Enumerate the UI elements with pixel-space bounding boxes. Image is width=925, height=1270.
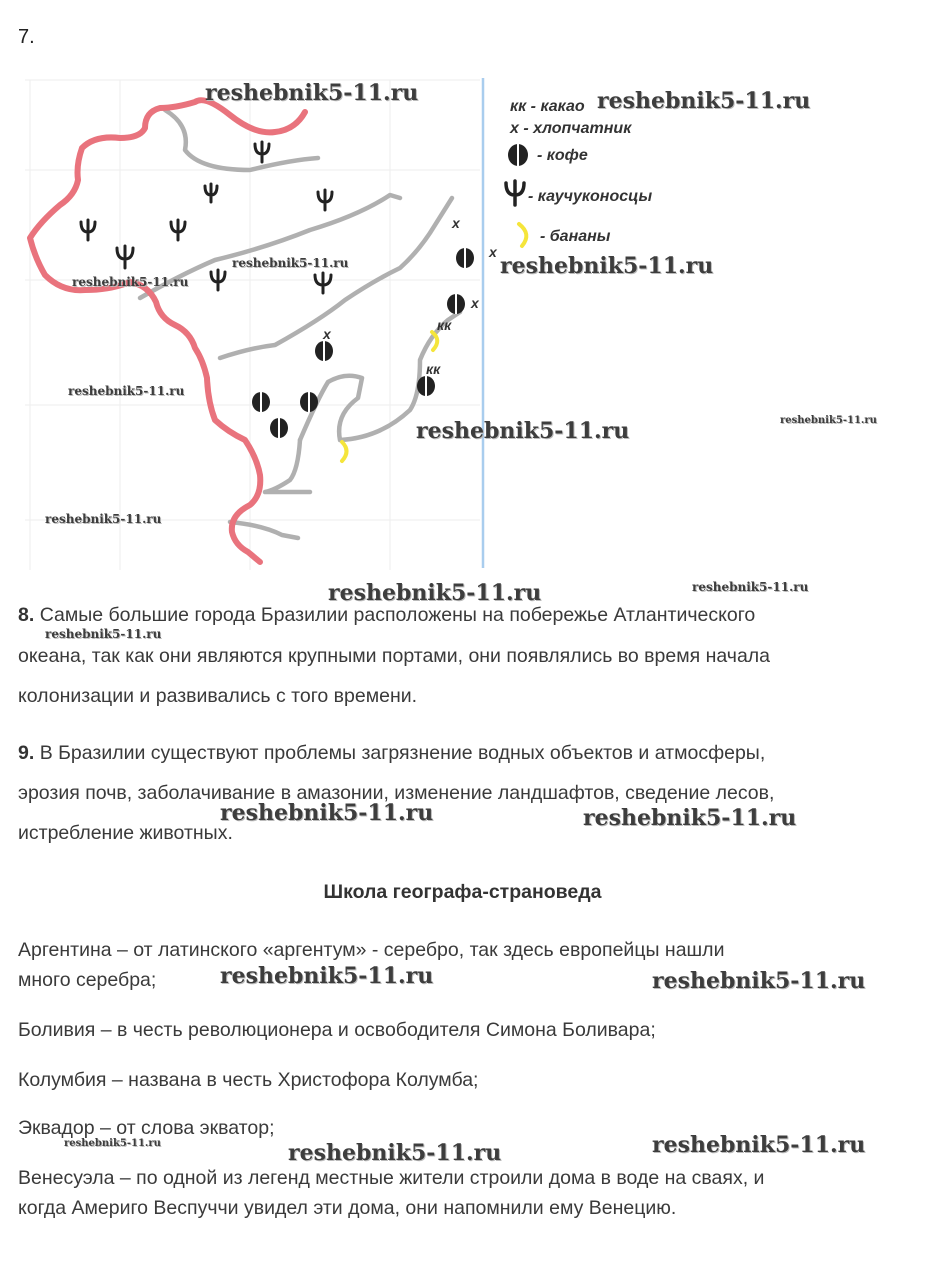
cotton-label: х xyxy=(471,295,479,311)
cotton-label: х xyxy=(489,244,497,260)
watermark: reshebnik5-11.ru xyxy=(652,1132,866,1158)
task-9-line-1 xyxy=(18,743,765,763)
rivers xyxy=(140,110,460,538)
watermark: reshebnik5-11.ru xyxy=(68,384,185,398)
watermark: reshebnik5-11.ru xyxy=(692,580,809,594)
task-9-number: 9. xyxy=(18,742,35,764)
watermark: reshebnik5-11.ru xyxy=(220,963,434,989)
entry-venezuela-line-2: когда Америго Веспуччи увидел эти дома, они напомнили ему Венецию. xyxy=(18,1197,677,1219)
rubber-icon xyxy=(318,190,332,210)
cocoa-label: кк xyxy=(426,361,441,377)
task-8-text: Самые большие города Бразилии расположены на побережье Атлантического xyxy=(39,604,756,626)
task-9-line-3: истребление животных. xyxy=(18,822,233,844)
rubber-icon xyxy=(211,270,225,290)
rubber-icon xyxy=(171,220,185,240)
watermark: reshebnik5-11.ru xyxy=(652,968,866,994)
watermark: reshebnik5-11.ru xyxy=(64,1138,161,1149)
brazil-agriculture-map xyxy=(0,70,925,575)
entry-bolivia: Боливия – в честь революционера и освободителя Симона Боливара; xyxy=(18,1019,656,1041)
watermark: reshebnik5-11.ru xyxy=(232,256,349,270)
legend-symbols xyxy=(506,144,528,246)
watermark: reshebnik5-11.ru xyxy=(72,275,189,289)
map-canvas xyxy=(0,70,925,575)
coffee-icon xyxy=(270,418,288,438)
coffee-icons xyxy=(252,248,474,438)
watermark: reshebnik5-11.ru xyxy=(780,415,877,426)
legend-rubber: - каучуконосцы xyxy=(528,188,653,205)
cotton-label: х xyxy=(452,215,460,231)
task-8-number: 8. xyxy=(18,604,35,626)
task-9-text: В Бразилии существуют проблемы загрязнение водных объектов и атмосферы, xyxy=(39,742,766,764)
legend-cocoa: кк - какао xyxy=(510,98,585,115)
banana-icon xyxy=(519,224,526,246)
coffee-icon xyxy=(252,392,270,412)
task-9-line-2: эрозия почв, заболачивание в амазонии, изменение ландшафтов, сведение лесов, xyxy=(18,782,775,804)
watermark: reshebnik5-11.ru xyxy=(220,800,434,826)
map-grid xyxy=(25,80,480,570)
rubber-icon xyxy=(117,246,133,268)
banana-icon xyxy=(432,332,437,350)
watermark: reshebnik5-11.ru xyxy=(45,512,162,526)
watermark: reshebnik5-11.ru xyxy=(45,627,162,641)
watermark: reshebnik5-11.ru xyxy=(205,80,419,106)
watermark: reshebnik5-11.ru xyxy=(328,580,542,606)
legend-coffee: - кофе xyxy=(537,147,588,164)
watermark: reshebnik5-11.ru xyxy=(416,418,630,444)
task-7-number: 7. xyxy=(18,26,35,48)
coffee-icon xyxy=(417,376,435,396)
entry-argentina-line-2: много серебра; xyxy=(18,969,157,991)
task-8-line-1 xyxy=(18,605,755,625)
banana-icon xyxy=(342,442,347,461)
watermark: reshebnik5-11.ru xyxy=(583,805,797,831)
entry-ecuador: Эквадор – от слова экватор; xyxy=(18,1117,275,1139)
watermark: reshebnik5-11.ru xyxy=(500,253,714,279)
coffee-icon xyxy=(456,248,474,268)
task-8-line-2: океана, так как они являются крупными портами, они появлялись во время начала xyxy=(18,645,771,667)
legend-bananas: - бананы xyxy=(540,228,611,245)
coffee-icon xyxy=(300,392,318,412)
cocoa-label: кк xyxy=(437,317,452,333)
coffee-icon xyxy=(508,144,528,166)
legend-cotton: х - хлопчатник xyxy=(510,120,632,137)
rubber-icon xyxy=(255,142,269,162)
rubber-icon xyxy=(506,181,524,205)
entry-venezuela-line-1: Венесуэла – по одной из легенд местные жители строили дома в воде на сваях, и xyxy=(18,1167,765,1189)
watermark: reshebnik5-11.ru xyxy=(597,88,811,114)
coffee-icon xyxy=(315,341,333,361)
task-8-line-3: колонизации и развивались с того времени. xyxy=(18,685,418,707)
rubber-icon xyxy=(315,273,331,293)
entry-argentina-line-1: Аргентина – от латинского «аргентум» - серебро, так здесь европейцы нашли xyxy=(18,939,725,961)
watermark: reshebnik5-11.ru xyxy=(288,1140,502,1166)
section-heading: Школа географа-страноведа xyxy=(323,881,602,903)
rubber-icon xyxy=(205,184,217,202)
cotton-label: х xyxy=(323,326,331,342)
entry-colombia: Колумбия – названа в честь Христофора Колумба; xyxy=(18,1069,479,1091)
coffee-icon xyxy=(447,294,465,314)
rubber-icon xyxy=(81,220,95,240)
